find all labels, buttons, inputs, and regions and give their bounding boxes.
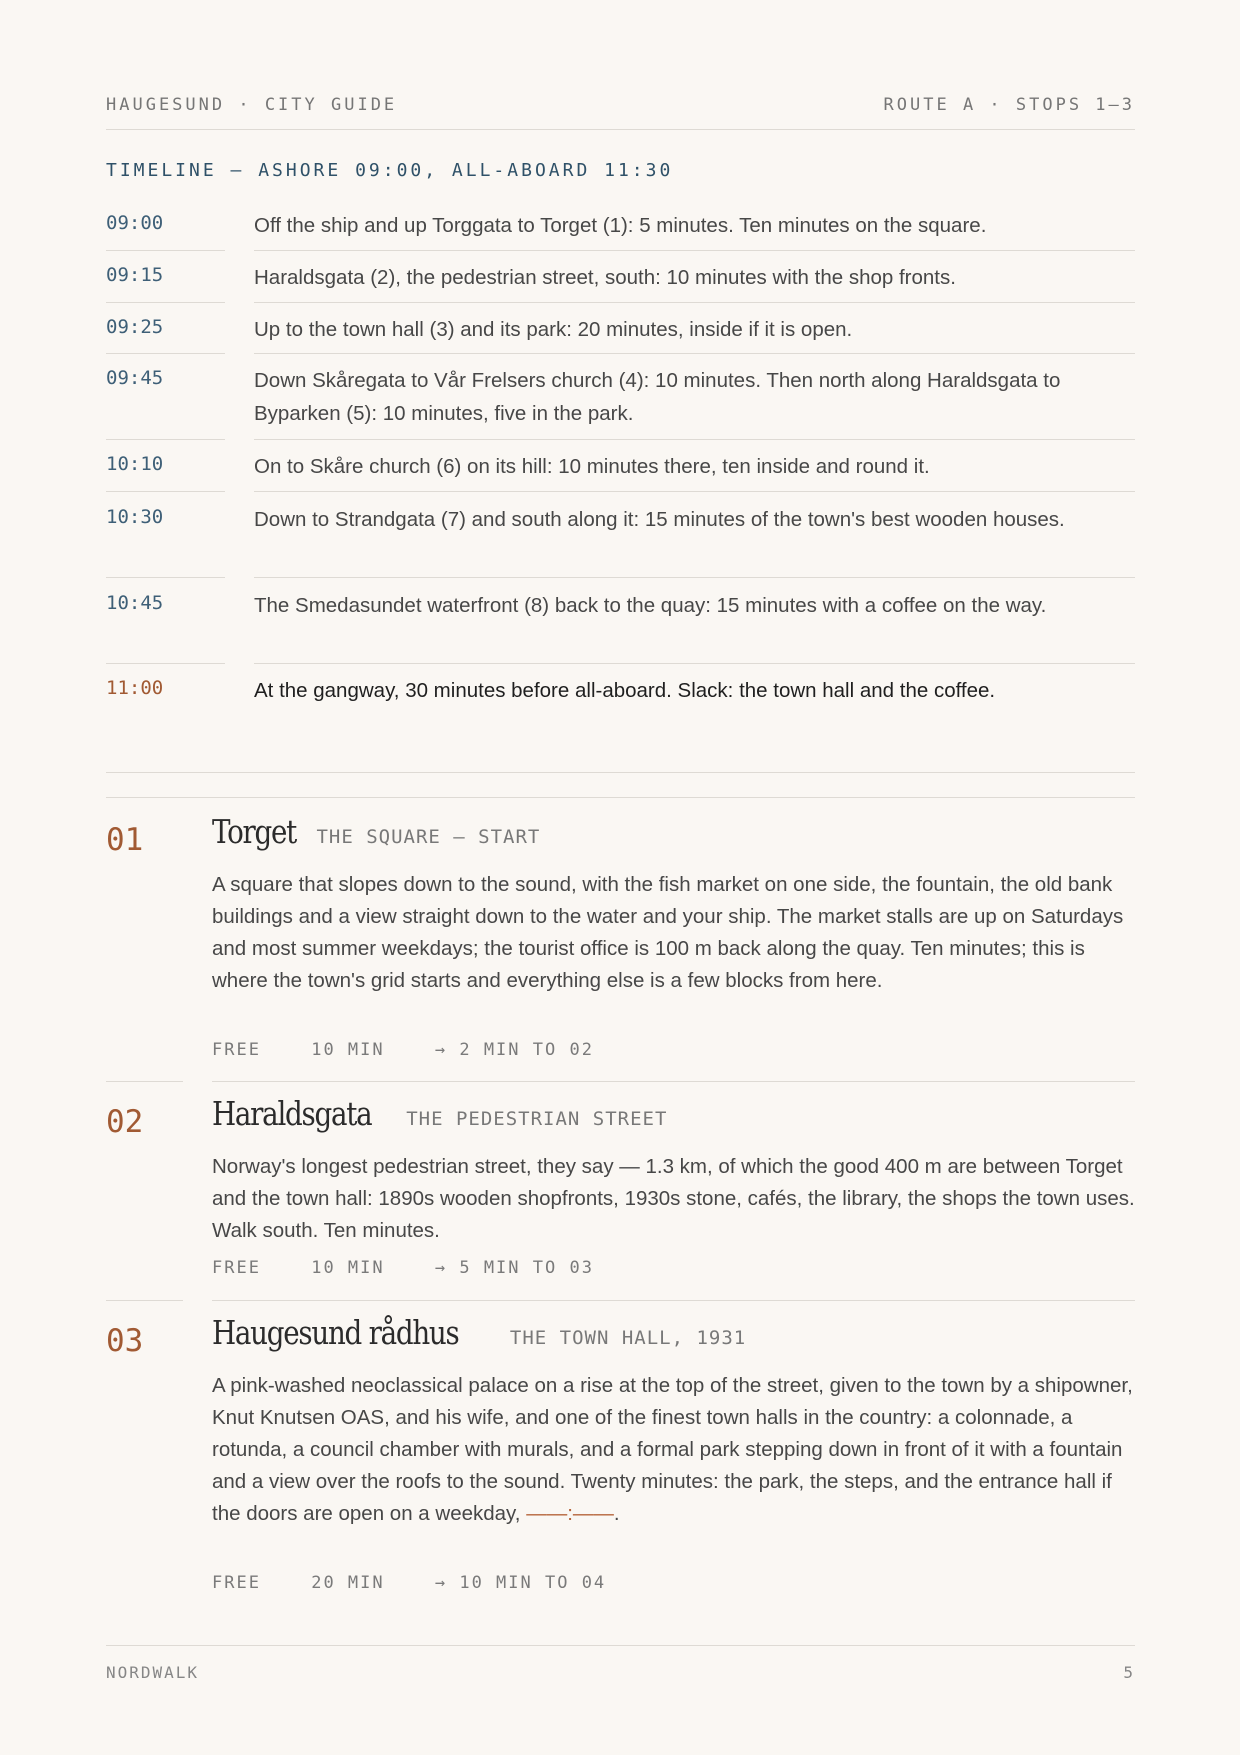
timeline-text: Down Skåregata to Vår Frelsers church (4): 10 minutes. Then north along Haraldsgata to Byparken (5): 10 minutes, five in the park. xyxy=(254,369,1061,425)
timeline-divider xyxy=(106,353,225,354)
page-number: 5 xyxy=(1123,1663,1135,1682)
stop-next: → 10 MIN TO 04 xyxy=(434,1573,607,1593)
timeline-time: 09:25 xyxy=(106,316,164,338)
timeline-time: 10:45 xyxy=(106,592,164,614)
timeline-time: 11:00 xyxy=(106,677,164,699)
timeline-divider xyxy=(254,302,1135,303)
timeline-divider xyxy=(254,577,1135,578)
stop-meta xyxy=(212,1040,632,1060)
footer-divider xyxy=(106,1645,1135,1646)
timeline-divider xyxy=(106,302,225,303)
stop-name: Haugesund rådhus xyxy=(212,1313,459,1352)
timeline-time: 10:30 xyxy=(106,506,164,528)
stop-next: → 2 MIN TO 02 xyxy=(434,1040,594,1060)
page-header xyxy=(106,95,1135,115)
timeline-text: Off the ship and up Torggata to Torget (1): 5 minutes. Ten minutes on the square. xyxy=(254,214,987,237)
stop-description: Norway's longest pedestrian street, they say — 1.3 km, of which the good 400 m are between Torget and the town hall: 1890s wooden shopfronts, 1930s stone, cafés, the library, the shops the town uses. Walk south. Ten minutes. xyxy=(212,1155,1135,1242)
stop-description-end: . xyxy=(613,1502,620,1525)
timeline-time: 09:00 xyxy=(106,212,164,234)
stop-divider xyxy=(106,1300,183,1301)
guide-page xyxy=(106,0,1135,1755)
timeline-time: 09:45 xyxy=(106,367,164,389)
stop-divider xyxy=(106,1081,183,1082)
header-guide-title: HAUGESUND · CITY GUIDE xyxy=(106,95,398,115)
stop-meta xyxy=(212,1573,644,1593)
stop-number: 02 xyxy=(106,1104,144,1140)
stop-heading xyxy=(212,812,540,851)
stop-description-text: A pink-washed neoclassical palace on a rise at the top of the street, given to the town by a shipowner, Knut Knutsen OAS, and his wife, and one of the finest town halls in the country: a colonnade, a rotunda, a council chamber with murals, and a formal park stepping down in front of it with a fountain and a view over the roofs to the sound. Twenty minutes: the park, the steps, and the entrance hall if the doors are open on a weekday, xyxy=(212,1374,1133,1525)
stop-subtitle: THE TOWN HALL, 1931 xyxy=(509,1327,747,1349)
timeline-divider xyxy=(106,250,225,251)
timeline-divider xyxy=(106,491,225,492)
timeline-text: Down to Strandgata (7) and south along it: 15 minutes of the town's best wooden houses. xyxy=(254,508,1065,531)
stop-number: 01 xyxy=(106,822,144,858)
timeline-text: The Smedasundet waterfront (8) back to the quay: 15 minutes with a coffee on the way. xyxy=(254,594,1047,617)
timeline-text: Up to the town hall (3) and its park: 20 minutes, inside if it is open. xyxy=(254,318,853,341)
timeline-divider xyxy=(106,439,225,440)
timeline-divider xyxy=(106,577,225,578)
timeline-time: 09:15 xyxy=(106,264,164,286)
page-footer xyxy=(106,1663,1135,1682)
timeline-divider xyxy=(106,663,225,664)
stop-description: A square that slopes down to the sound, with the fish market on one side, the fountain, the old bank buildings and a view straight down to the water and your ship. The market stalls are up on Saturdays and most summer weekdays; the tourist office is 100 m back along the quay. Ten minutes; this is where the town's grid starts and everything else is a few blocks from here. xyxy=(212,873,1124,992)
timeline-title: TIMELINE — ASHORE 09:00, ALL-ABOARD 11:30 xyxy=(106,160,674,181)
stop-subtitle: THE PEDESTRIAN STREET xyxy=(406,1108,668,1130)
timeline-divider xyxy=(254,439,1135,440)
section-divider xyxy=(106,797,1135,798)
stop-name: Torget xyxy=(212,812,297,851)
stop-cost: FREE xyxy=(212,1573,261,1593)
timeline-text: Haraldsgata (2), the pedestrian street, south: 10 minutes with the shop fronts. xyxy=(254,266,956,289)
stop-meta xyxy=(212,1258,632,1278)
stop-cost: FREE xyxy=(212,1040,261,1060)
header-route-label: ROUTE A · STOPS 1–3 xyxy=(883,95,1135,115)
stop-divider xyxy=(212,1300,1135,1301)
timeline-time: 10:10 xyxy=(106,453,164,475)
stop-number: 03 xyxy=(106,1323,144,1359)
timeline-text: On to Skåre church (6) on its hill: 10 minutes there, ten inside and round it. xyxy=(254,455,930,478)
stop-cost: FREE xyxy=(212,1258,261,1278)
stop-heading xyxy=(212,1313,746,1352)
stop-name: Haraldsgata xyxy=(212,1094,372,1133)
timeline-text: At the gangway, 30 minutes before all-aboard. Slack: the town hall and the coffee. xyxy=(254,679,996,702)
stop-heading xyxy=(212,1094,667,1133)
stop-duration: 20 MIN xyxy=(311,1573,385,1593)
header-divider xyxy=(106,129,1135,130)
footer-brand: NORDWALK xyxy=(106,1663,200,1682)
timeline-divider xyxy=(254,353,1135,354)
timeline-divider xyxy=(254,663,1135,664)
stop-next: → 5 MIN TO 03 xyxy=(434,1258,594,1278)
stop-divider xyxy=(212,1081,1135,1082)
time-placeholder: ——:—— xyxy=(526,1502,614,1525)
section-divider xyxy=(106,772,1135,773)
timeline-divider xyxy=(254,250,1135,251)
stop-subtitle: THE SQUARE — START xyxy=(316,826,541,848)
timeline-divider xyxy=(254,491,1135,492)
stop-duration: 10 MIN xyxy=(311,1258,385,1278)
stop-duration: 10 MIN xyxy=(311,1040,385,1060)
stop-description xyxy=(212,1370,1135,1530)
